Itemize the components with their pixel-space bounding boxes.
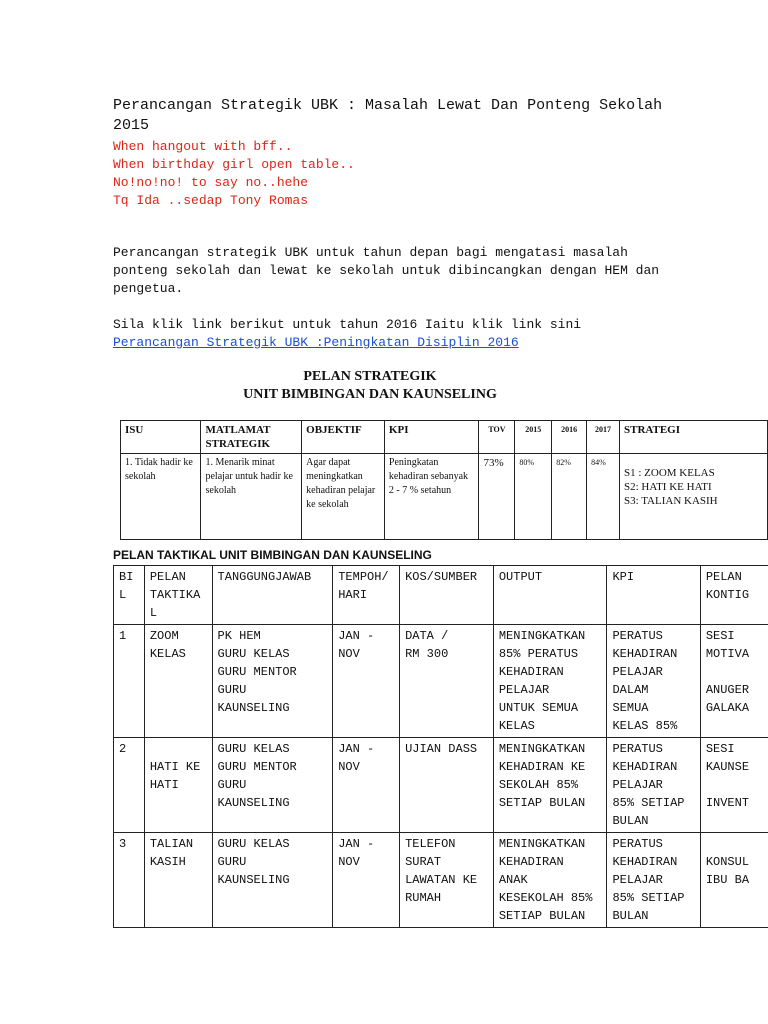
header-kpi: KPI [384,421,479,454]
cell-line: JAN - [338,629,375,643]
tempoh-cell [333,738,400,833]
header-isu: ISU [121,421,201,454]
cell-line: NOV [338,760,360,774]
cell-line: KEHADIRAN [612,760,678,774]
cell-line: 85% SETIAP [612,891,685,905]
kontig-cell [700,833,768,928]
cell-line: 85% SETIAP [612,796,685,810]
cell-line: KAUNSE [705,760,750,774]
tanggungjawab-cell [212,738,333,833]
cell-line: GURU MENTOR [217,760,297,774]
cell-line: INVENT [705,796,750,810]
cell-line: GURU KELAS [217,742,290,756]
kontig-cell [700,625,768,738]
strategic-plan-subtitle: UNIT BIMBINGAN DAN KAUNSELING [243,387,497,402]
header-pelan-line: TAKTIKA [149,588,201,602]
tempoh-cell [333,625,400,738]
cell-line: KESEKOLAH 85% [498,891,593,905]
cell-line: ZOOM [149,629,179,643]
pelan-cell [144,625,212,738]
kpi-cell: Peningkatan kehadiran sebanyak 2 - 7 % setahun [384,454,479,540]
cell-line: KELAS 85% [612,719,678,733]
note-line: When hangout with bff.. [113,139,293,154]
cell-line: PELAJAR [612,778,663,792]
cell-line: KAUNSELING [217,873,290,887]
cell-line: SEKOLAH 85% [498,778,579,792]
link-intro: Sila klik link berikut untuk tahun 2016 Iaitu klik link sini [113,317,582,332]
cell-line: TELEFON [405,837,456,851]
cell-line: IBU BA [705,873,750,887]
cell-line: GURU [217,855,247,869]
cell-line: JAN - [338,742,375,756]
cell-line: HATI [149,778,179,792]
cell-spacer [706,776,763,794]
header-output: OUTPUT [493,566,607,625]
cell-line: 85% PERATUS [498,647,579,661]
cell-line: KEHADIRAN [612,855,678,869]
cell-line: PELAJAR [498,683,550,697]
cell-line: KONSUL [705,855,750,869]
cell-line: KEHADIRAN KE [498,760,586,774]
cell-line: RUMAH [405,891,442,905]
cell-line: GURU KELAS [217,647,290,661]
cell-line: PERATUS [612,837,663,851]
document-title: Perancangan Strategik UBK : Masalah Lewat Dan Ponteng Sekolah 2015 [113,97,663,134]
table-header-row [114,566,768,625]
kos-cell [400,738,494,833]
cell-line: BULAN [612,814,649,828]
cell-line: SURAT [405,855,442,869]
cell-line: KELAS [149,647,186,661]
strategi-item: S3: TALIAN KASIH [623,495,718,507]
cell-line: JAN - [338,837,375,851]
kpi-cell [607,833,700,928]
cell-line: PELAJAR [612,873,663,887]
tanggungjawab-cell [212,625,333,738]
cell-line: DATA / [405,629,449,643]
note-line: When birthday girl open table.. [113,157,355,172]
objektif-cell: Agar dapat meningkatkan kehadiran pelajar ke sekolah [302,454,385,540]
header-tempoh [333,566,400,625]
isu-cell [121,454,201,540]
output-cell [493,625,607,738]
table-row [114,738,768,833]
cell-line: DALAM [612,683,649,697]
cell-line: KASIH [149,855,186,869]
kpi-cell [607,625,700,738]
cell-spacer [706,663,763,681]
cell-line: KAUNSELING [217,796,290,810]
cell-line: PK HEM [217,629,261,643]
table-header-row [121,421,768,454]
matlamat-cell [201,454,302,540]
cell-line: LAWATAN KE [405,873,478,887]
cell-line: SESI [705,742,735,756]
cell-line: ANUGER [705,683,750,697]
tactical-plan-heading: PELAN TAKTIKAL UNIT BIMBINGAN DAN KAUNSELING [113,548,432,562]
strategic-plan-table [120,420,768,540]
header-objektif: OBJEKTIF [302,421,385,454]
kpi-cell [607,738,700,833]
header-2015: 2015 [515,421,552,454]
cell-line: UNTUK SEMUA [498,701,579,715]
cell-line: SESI [705,629,735,643]
output-cell [493,738,607,833]
cell-line: KEHADIRAN [498,855,564,869]
matlamat-text: Menarik minat pelajar untuk hadir ke sekolah [205,457,293,496]
tanggungjawab-cell [212,833,333,928]
cell-line: KEHADIRAN [612,647,678,661]
strategic-plan-heading [150,368,590,404]
bil-cell: 1 [114,625,145,738]
header-strategi: STRATEGI [619,421,767,454]
header-pelan [144,566,212,625]
cell-line: SETIAP BULAN [498,909,586,923]
header-pelan-line: L [149,606,158,620]
bil-cell: 3 [114,833,145,928]
cell-line: GURU KELAS [217,837,290,851]
strategi-item: S1 : ZOOM KELAS [623,467,715,479]
cell-line: UJIAN DASS [405,742,478,756]
header-tempoh-line: TEMPOH/ [338,570,389,584]
cell-line: MENINGKATKAN [498,837,586,851]
output-cell [493,833,607,928]
cell-line: SEMUA [612,701,649,715]
cell-line: PELAJAR [612,665,663,679]
header-kpi: KPI [607,566,700,625]
header-2017: 2017 [587,421,620,454]
cell-line: PERATUS [612,742,663,756]
header-pelan-line: PELAN [149,570,186,584]
header-bil-line: L [119,588,127,602]
cell-line: GALAKA [705,701,750,715]
note-line: No!no!no! to say no..hehe [113,175,309,190]
link-section [113,316,673,352]
strategic-plan-title: PELAN STRATEGIK [303,369,437,384]
header-tempoh-line: HARI [338,588,368,602]
isu-text: Tidak hadir ke sekolah [125,457,193,482]
kos-cell [400,833,494,928]
kos-cell [400,625,494,738]
header-bil-line: BI [119,570,134,584]
header-kontig [700,566,768,625]
matlamat-number: 1. [205,457,213,468]
table-row [121,454,768,540]
y2015-cell: 80% [515,454,552,540]
tactical-plan-table [113,565,768,928]
cell-line: KEHADIRAN [498,665,564,679]
table-row [114,625,768,738]
cell-line: HATI KE [149,760,201,774]
cell-spacer [706,835,763,853]
cell-line: NOV [338,855,360,869]
cell-line: PERATUS [612,629,663,643]
bil-cell: 2 [114,738,145,833]
isu-number: 1. [125,457,133,468]
strategi-item: S2: HATI KE HATI [623,481,712,493]
note-line: Tq Ida ..sedap Tony Romas [113,193,309,208]
y2017-cell: 84% [587,454,620,540]
header-bil [114,566,145,625]
cell-line: MOTIVA [705,647,750,661]
cell-line: BULAN [612,909,649,923]
cell-line: SETIAP BULAN [498,796,586,810]
cell-line: GURU [217,683,247,697]
notes [113,138,355,210]
y2016-cell: 82% [552,454,587,540]
kontig-cell [700,738,768,833]
cell-line: MENINGKATKAN [498,742,586,756]
tempoh-cell [333,833,400,928]
cell-spacer [150,740,207,758]
intro-paragraph: Perancangan strategik UBK untuk tahun depan bagi mengatasi masalah ponteng sekolah dan lewat ke sekolah untuk dibincangkan dengan HEM dan pengetua. [113,245,660,296]
header-tanggungjawab: TANGGUNGJAWAB [212,566,333,625]
header-kontig-line: PELAN [705,570,742,584]
cell-line: MENINGKATKAN [498,629,586,643]
tov-cell: 73% [479,454,515,540]
cell-line: NOV [338,647,360,661]
strategic-plan-2016-link[interactable]: Perancangan Strategik UBK :Peningkatan Disiplin 2016 [113,335,519,350]
header-kos: KOS/SUMBER [400,566,494,625]
header-2016: 2016 [552,421,587,454]
pelan-cell [144,738,212,833]
cell-line: GURU [217,778,247,792]
strategi-cell [619,454,767,540]
cell-line: RM 300 [405,647,449,661]
header-kontig-line: KONTIG [705,588,750,602]
table-row [114,833,768,928]
cell-line: KELAS [498,719,535,733]
cell-line: GURU MENTOR [217,665,297,679]
header-tov: TOV [479,421,515,454]
cell-line: ANAK [498,873,528,887]
cell-line: KAUNSELING [217,701,290,715]
header-matlamat: MATLAMAT STRATEGIK [201,421,302,454]
cell-line: TALIAN [149,837,194,851]
pelan-cell [144,833,212,928]
